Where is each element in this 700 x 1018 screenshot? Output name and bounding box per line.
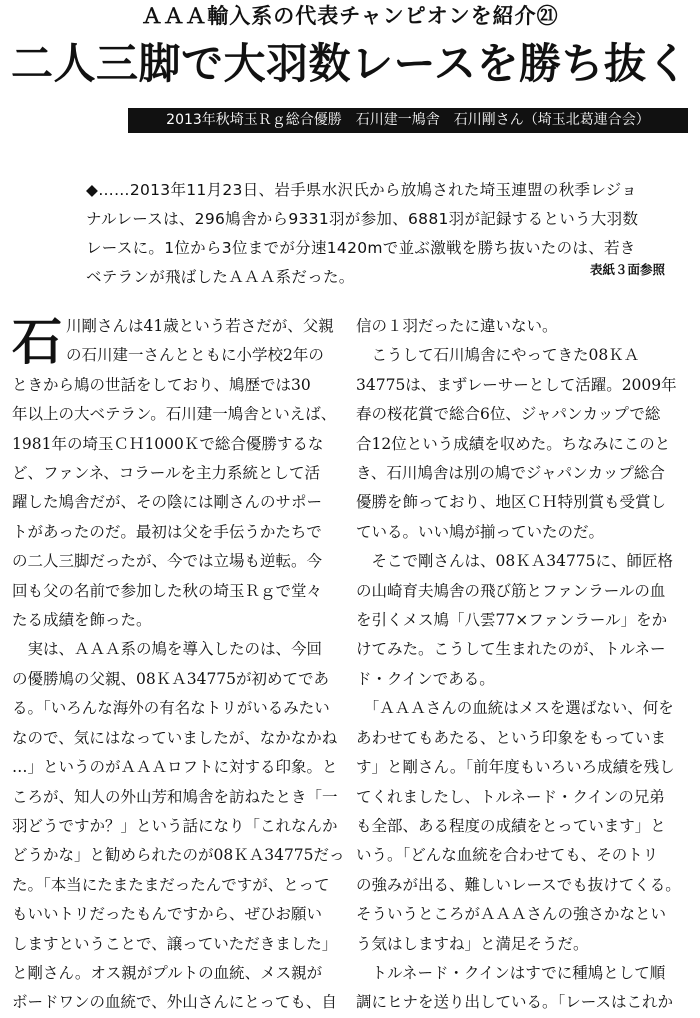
body-line: 躍した鳩舎だが、その陰には剛さんのサポー [12,493,323,512]
body-line: の優勝鳩の父親、08ＫＡ34775が初めてであ [12,669,330,688]
lead-line: ナルレースは、296鳩舎から9331羽が参加、6881羽が記録するという大羽数 [86,210,639,228]
body-line: の強みが出る、難しいレースでも抜けてくる。 [356,875,681,894]
body-line: た。「本当にたまたまだったんですが、とって [12,875,330,894]
body-line: 春の桜花賞で総合6位、ジャパンカップで総 [356,405,661,424]
body-line: を引くメス鳩「八雲77×ファンラール」をか [356,611,668,630]
body-line: なので、気にはなっていましたが、なかなかね [12,728,338,747]
body-line: 川剛さんは41歳という若さだが、父親 [66,317,334,335]
body-line: いう。「どんな血統を合わせても、そのトリ [356,846,659,865]
article-headline: 二人三脚で大羽数レースを勝ち抜く [11,39,689,88]
body-column-right [356,312,691,1018]
body-line: す」と剛さん。「前年度もいろいろ成績を残し [356,758,675,777]
body-line: ど、ファンネ、コラールを主力系統として活 [12,464,320,483]
drop-cap: 石 [12,312,62,371]
body-line: トがあったのだ。最初は父を手伝うかたちで [12,522,322,541]
body-line: けてみた。こうして生まれたのが、トルネー [356,640,666,659]
body-line: と剛さん。オス親がプルトの血統、メス親が [12,963,323,982]
body-line: ている。いい鳩が揃っていたのだ。 [356,522,605,541]
article-kicker: ＡＡＡ輸入系の代表チャンピオンを紹介㉑ [141,4,559,28]
lead-line: ◆……2013年11月23日、岩手県水沢氏から放鳩された埼玉連盟の秋季レジョ [86,181,638,199]
cover-reference-note: 表紙３面参照 [589,262,665,277]
body-column-left [12,312,345,1018]
body-line: トルネード・クインはすでに種鳩として順 [356,963,666,982]
body-line: 「ＡＡＡさんの血統はメスを選ばない、何を [356,699,674,718]
body-line: き、石川鳩舎は別の鳩でジャパンカップ総合 [356,464,665,483]
body-line: たる成績を飾った。 [12,611,152,630]
body-line: 合12位という成績を収めた。ちなみにこのと [356,434,671,453]
body-line: 34775は、まずレーサーとして活躍。2009年 [356,375,677,394]
body-line: 調にヒナを送り出している。「レースはこれか [356,993,673,1012]
body-line: どうかな」と勧められたのが08ＫＡ34775だっ [12,846,345,865]
body-line: 信の１羽だったに違いない。 [356,317,558,335]
body-line: 優勝を飾っており、地区ＣＨ特別賞も受賞し [356,493,667,512]
body-line: ド・クインである。 [356,669,495,688]
body-line: もいいトリだったもんですから、ぜひお願い [12,905,323,924]
body-line: 羽どうですか？」という話になり「これなんか [12,816,338,835]
body-line: る。「いろんな海外の有名なトリがいるみたい [12,699,330,718]
body-line: の山崎育夫鳩舎の飛び筋とファンラールの血 [356,581,666,600]
body-line: こうして石川鳩舎にやってきた08ＫＡ [356,346,640,365]
byline-bar: 2013年秋埼玉Ｒｇ総合優勝 石川建一鳩舎 石川剛さん（埼玉北葛連合会） [128,108,688,133]
body-line: そういうところがＡＡＡさんの強さかなとい [356,905,667,924]
body-line: …」というのがＡＡＡロフトに対する印象。と [12,758,338,777]
body-line: も全部、ある程度の成績をとっています」と [356,816,666,835]
body-line: 1981年の埼玉ＣＨ1000Ｋで総合優勝するな [12,434,324,453]
body-line: 実は、ＡＡＡ系の鳩を導入したのは、今回 [12,640,323,659]
lead-line: レースに。1位から3位までが分速1420mで並ぶ激戦を勝ち抜いたのは、若き [86,239,636,257]
body-line: しますということで、譲っていただきました」 [12,934,338,953]
body-line: あわせてもあたる、という印象をもっていま [356,728,667,747]
body-line: ときから鳩の世話をしており、鳩歴では30 [12,375,311,394]
body-line: の二人三脚だったが、今では立場も逆転。今 [12,552,323,571]
body-line: の石川建一さんとともに小学校2年の [66,346,324,365]
body-line: 年以上の大ベテラン。石川建一鳩舎といえば、 [12,405,337,424]
body-line: ボードワンの血統で、外山さんにとっても、自 [12,993,337,1012]
body-line: てくれましたし、トルネード・クインの兄弟 [356,787,665,806]
body-line: 回も父の名前で参加した秋の埼玉Ｒｇで堂々 [12,581,323,600]
lead-line: ベテランが飛ばしたＡＡＡ系だった。 [86,268,355,286]
body-line: ころが、知人の外山芳和鳩舎を訪ねたとき「一 [12,787,338,806]
body-line: そこで剛さんは、08ＫＡ34775に、師匠格 [356,552,674,571]
body-line: う気はしますね」と満足そうだ。 [356,934,589,953]
